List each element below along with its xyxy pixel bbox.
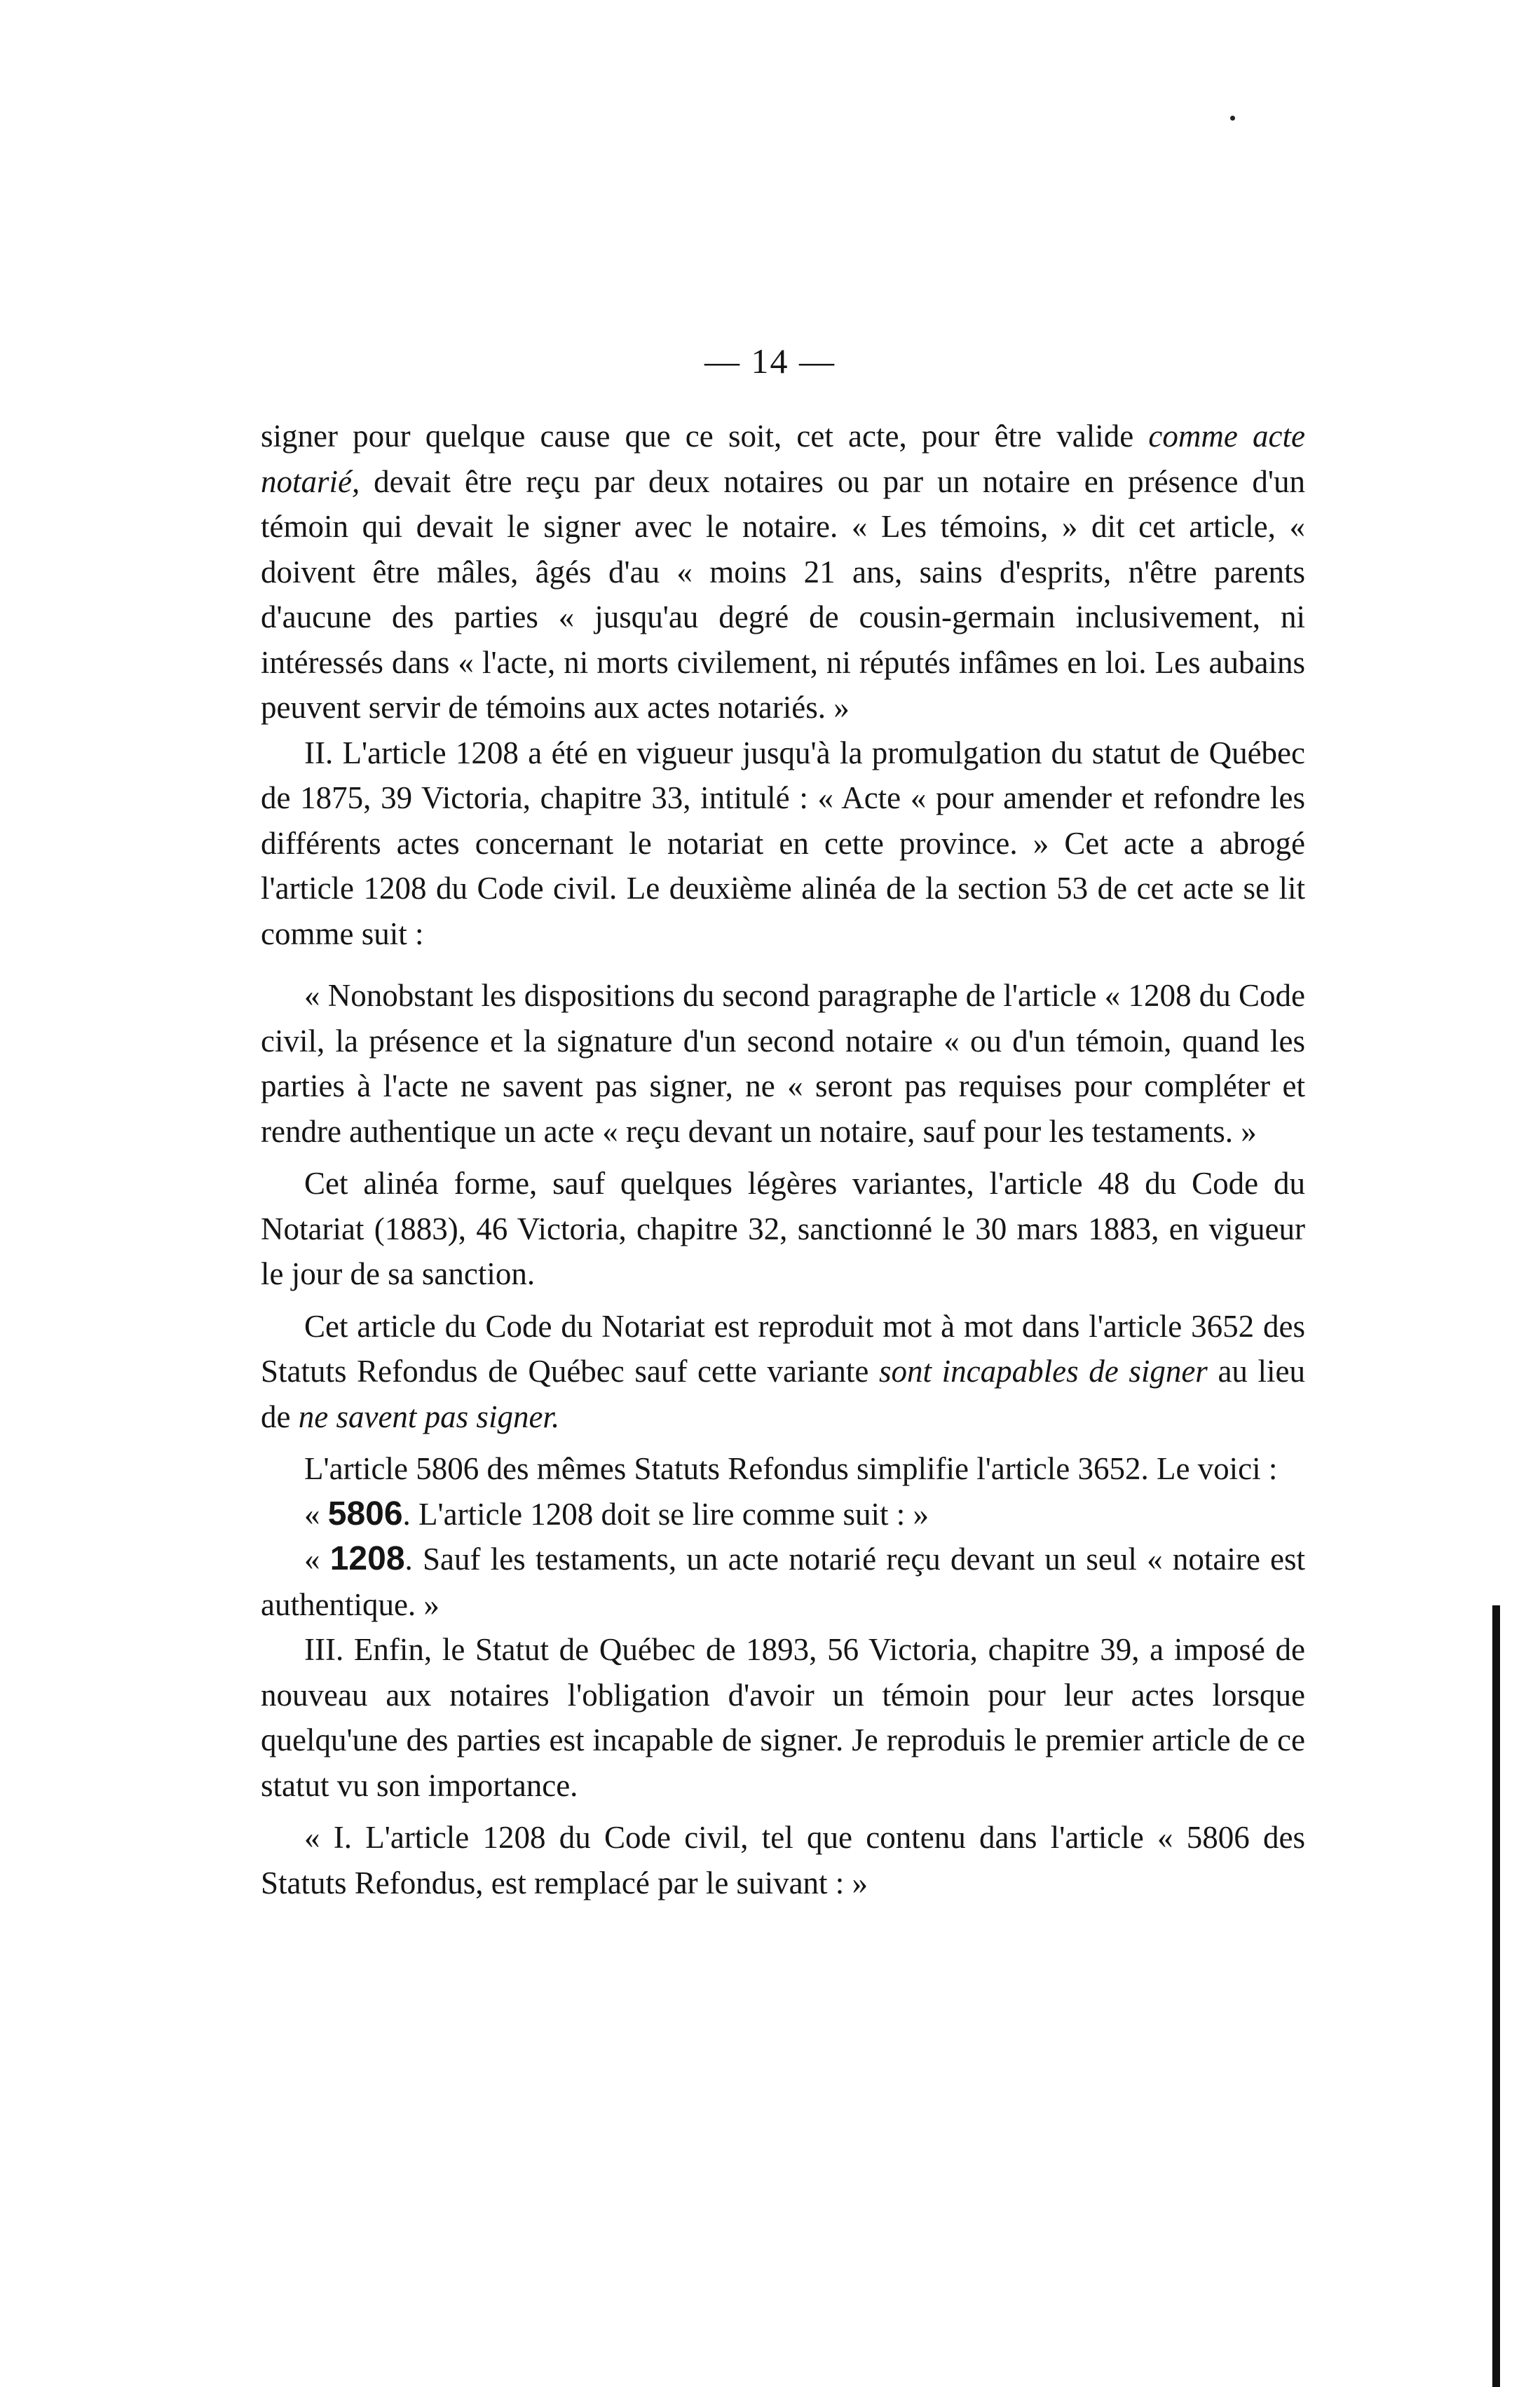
- paragraph-article-5806: L'article 5806 des mêmes Statuts Refondus simplifie l'article 3652. Le voici :: [304, 1451, 1278, 1486]
- paragraph-1-italic: comme acte notarié,: [261, 419, 1305, 499]
- paragraph-1-lead: signer pour quelque cause que ce soit, cet acte, pour être valide: [261, 419, 1149, 454]
- scan-edge-bar: [1492, 1605, 1500, 2387]
- paragraph-code-notariat: Cet alinéa forme, sauf quelques légères variantes, l'article 48 du Code du Notariat (1883), 46 Victoria, chapitre 32, sanctionné le 30 mars 1883, en vigueur le jour de sa sanction.: [261, 1166, 1305, 1291]
- paragraph-1-tail: devait être reçu par deux notaires ou par un notaire en présence d'un témoin qui devait le signer avec le notaire. « Les témoins, » dit cet article, « doivent être mâles, âgés d'au « moins 21 ans, sains d'esprits, n'être parents d'aucune des parties « jusqu'au degré de cousin-germain inclusivement, ni intéressés dans « l'acte, ni morts civilement, ni réputés infâmes en loi. Les aubains peuvent servir de témoins aux actes notariés. »: [261, 463, 1305, 725]
- paragraph-section-3: III. Enfin, le Statut de Québec de 1893, 56 Victoria, chapitre 39, a imposé de nouveau aux notaires l'obligation d'avoir un témoin pour leur actes lorsque quelqu'une des parties est incapable de signer. Je reproduis le premier article de ce statut vu son importance.: [261, 1632, 1305, 1803]
- quote-5806-open: «: [304, 1496, 328, 1532]
- paragraph-section-2: II. L'article 1208 a été en vigueur jusqu'à la promulgation du statut de Québec de 1875, 39 Victoria, chapitre 33, intitulé : « Acte « pour amender et refondre les différents actes concernant le notariat en cette province. » Cet acte a abrogé l'article 1208 du Code civil. Le deuxième alinéa de la section 53 de cet acte se lit comme suit :: [261, 735, 1305, 951]
- paragraph-1: [261, 414, 1305, 730]
- paragraph-final-quote: « I. L'article 1208 du Code civil, tel que contenu dans l'article « 5806 des Statuts Refondus, est remplacé par le suivant : »: [261, 1820, 1305, 1900]
- quote-1208-text: . Sauf les testaments, un acte notarié reçu devant un seul « notaire est authentique. »: [261, 1542, 1306, 1622]
- body-text: [261, 414, 1305, 1905]
- quote-5806-number: 5806: [327, 1495, 403, 1532]
- quote-5806: [261, 1492, 1305, 1537]
- variante-italic-2: ne savent pas signer.: [298, 1399, 560, 1434]
- page-number: — 14 —: [704, 341, 836, 381]
- quote-1208: [261, 1537, 1305, 1627]
- quote-1208-number: 1208: [329, 1540, 405, 1577]
- quote-1208-open: «: [304, 1542, 330, 1577]
- paragraph-variante: [261, 1304, 1305, 1440]
- variante-mid: au lieu de: [261, 1354, 1306, 1434]
- variante-lead: Cet article du Code du Notariat est reproduit mot à mot dans l'article 3652 des Statuts Refondus de Québec sauf cette variante: [261, 1308, 1305, 1389]
- quote-5806-text: . L'article 1208 doit se lire comme suit : »: [402, 1496, 929, 1532]
- ink-speck: [1230, 116, 1235, 121]
- quoted-paragraph: « Nonobstant les dispositions du second paragraphe de l'article « 1208 du Code civil, la présence et la signature d'un second notaire « ou d'un témoin, quand les parties à l'acte ne savent pas signer, ne « seront pas requises pour compléter et rendre authentique un acte « reçu devant un notaire, sauf pour les testaments. »: [261, 978, 1305, 1149]
- variante-italic-1: sont incapables de signer: [879, 1354, 1208, 1389]
